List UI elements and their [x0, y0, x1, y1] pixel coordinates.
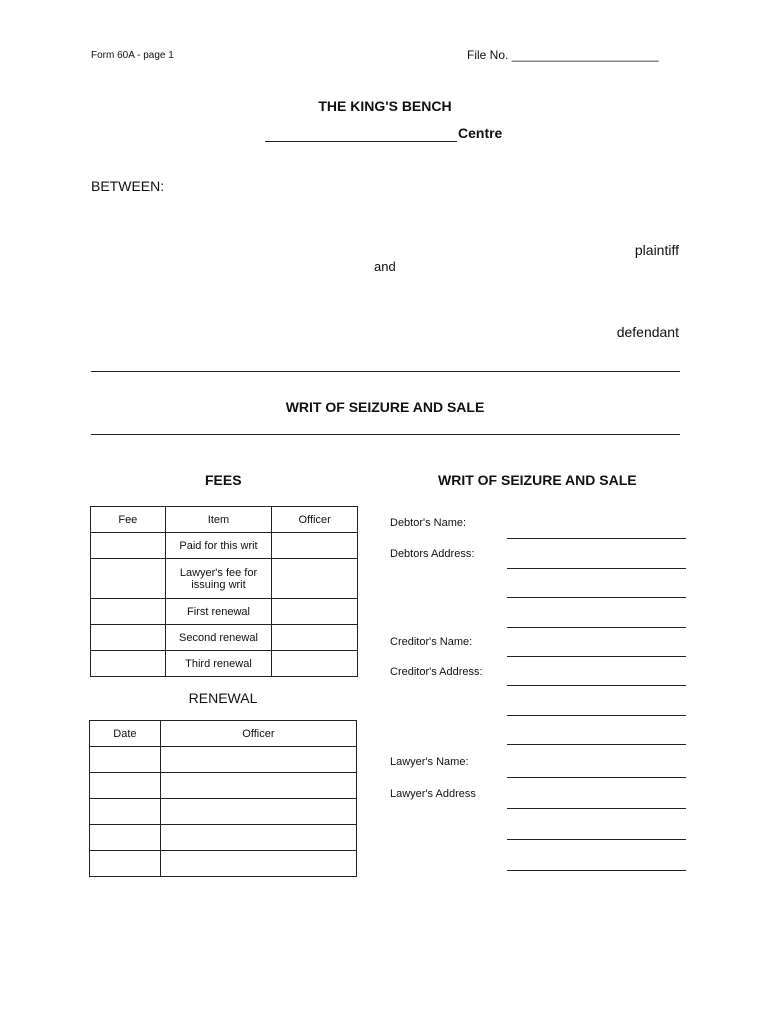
form-label: Form 60A - page 1	[91, 50, 174, 61]
item-cell: Lawyer's fee for issuing writ	[165, 559, 272, 599]
officer-cell[interactable]	[272, 559, 358, 599]
lawyer-address-label: Lawyer's Address	[390, 788, 476, 800]
renewal-table	[89, 720, 357, 877]
date-cell[interactable]	[90, 747, 161, 773]
fee-cell[interactable]	[91, 559, 166, 599]
creditor-name-line[interactable]	[507, 656, 686, 657]
officer-cell[interactable]	[160, 747, 356, 773]
item-cell: Paid for this writ	[165, 533, 272, 559]
divider-bottom	[91, 434, 680, 435]
renewal-header-officer: Officer	[160, 721, 356, 747]
officer-cell[interactable]	[272, 599, 358, 625]
table-row	[91, 625, 358, 651]
debtor-address-line[interactable]	[507, 597, 686, 598]
debtor-address-line[interactable]	[507, 568, 686, 569]
table-row	[90, 747, 357, 773]
writ-details-title: WRIT OF SEIZURE AND SALE	[438, 472, 637, 488]
fees-header-row	[91, 507, 358, 533]
plaintiff-label: plaintiff	[634, 242, 679, 258]
lawyer-address-line[interactable]	[507, 870, 686, 871]
renewal-header-row	[90, 721, 357, 747]
debtor-name-label: Debtor's Name:	[390, 517, 467, 529]
fee-cell[interactable]	[91, 651, 166, 677]
officer-cell[interactable]	[272, 533, 358, 559]
table-row	[90, 799, 357, 825]
debtor-address-label: Debtors Address:	[390, 548, 475, 560]
creditor-address-line[interactable]	[507, 685, 686, 686]
table-row	[91, 559, 358, 599]
debtor-name-line[interactable]	[507, 538, 686, 539]
and-label: and	[374, 259, 396, 274]
item-cell: Third renewal	[165, 651, 272, 677]
fee-cell[interactable]	[91, 599, 166, 625]
fees-title: FEES	[205, 472, 242, 488]
fees-header-fee: Fee	[91, 507, 166, 533]
debtor-address-line[interactable]	[507, 627, 686, 628]
officer-cell[interactable]	[272, 625, 358, 651]
creditor-address-line[interactable]	[507, 744, 686, 745]
officer-cell[interactable]	[160, 851, 356, 877]
defendant-label: defendant	[616, 324, 679, 340]
centre-blank[interactable]	[265, 141, 457, 142]
lawyer-address-line[interactable]	[507, 808, 686, 809]
fees-header-officer: Officer	[272, 507, 358, 533]
centre-label: Centre	[458, 125, 503, 141]
creditor-address-label: Creditor's Address:	[390, 666, 483, 678]
officer-cell[interactable]	[160, 825, 356, 851]
table-row	[90, 851, 357, 877]
date-cell[interactable]	[90, 773, 161, 799]
renewal-header-date: Date	[90, 721, 161, 747]
renewal-title: RENEWAL	[188, 690, 258, 706]
document-title: WRIT OF SEIZURE AND SALE	[285, 399, 485, 415]
table-row	[91, 533, 358, 559]
file-number-field[interactable]: File No. ______________________	[467, 48, 659, 62]
fees-header-item: Item	[165, 507, 272, 533]
fee-cell[interactable]	[91, 625, 166, 651]
officer-cell[interactable]	[160, 799, 356, 825]
creditor-address-line[interactable]	[507, 715, 686, 716]
date-cell[interactable]	[90, 851, 161, 877]
date-cell[interactable]	[90, 799, 161, 825]
table-row	[90, 773, 357, 799]
lawyer-address-line[interactable]	[507, 839, 686, 840]
creditor-name-label: Creditor's Name:	[390, 636, 473, 648]
divider-top	[91, 371, 680, 372]
table-row	[91, 651, 358, 677]
table-row	[91, 599, 358, 625]
officer-cell[interactable]	[272, 651, 358, 677]
date-cell[interactable]	[90, 825, 161, 851]
court-name: THE KING'S BENCH	[318, 98, 452, 114]
lawyer-name-label: Lawyer's Name:	[390, 756, 469, 768]
fees-table	[90, 506, 358, 677]
item-cell: First renewal	[165, 599, 272, 625]
lawyer-name-line[interactable]	[507, 777, 686, 778]
item-cell: Second renewal	[165, 625, 272, 651]
table-row	[90, 825, 357, 851]
between-label: BETWEEN:	[91, 178, 165, 194]
fee-cell[interactable]	[91, 533, 166, 559]
officer-cell[interactable]	[160, 773, 356, 799]
